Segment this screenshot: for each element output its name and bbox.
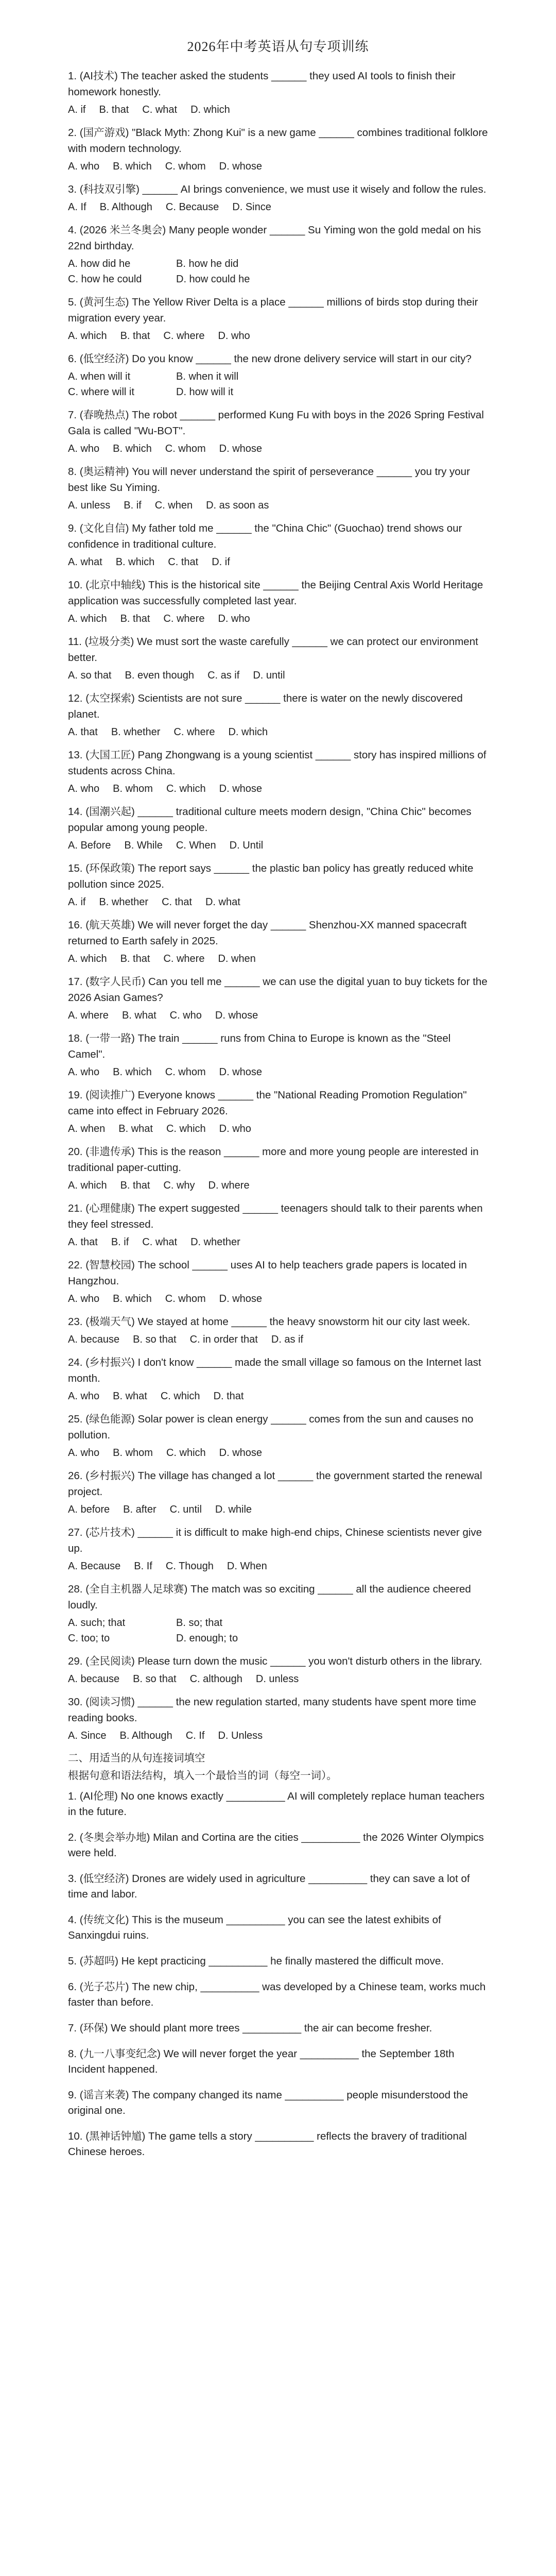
- answer-option: B. even though: [125, 670, 195, 681]
- question-stem: 17. (数字人民币) Can you tell me ______ we can use the digital yuan to buy tickets for the 2026 Asian Games?: [68, 976, 488, 1004]
- answer-option: D. Since: [232, 201, 271, 213]
- answer-option: A. so that: [68, 670, 112, 681]
- answer-option: B. that: [120, 1180, 150, 1191]
- answer-option: D. who: [218, 330, 250, 342]
- answer-option: D. Until: [229, 840, 264, 851]
- answer-option: C. where: [173, 726, 215, 738]
- question-stem: 11. (垃圾分类) We must sort the waste carefully ______ we can protect our environment better.: [68, 636, 478, 664]
- answer-option: D. where: [208, 1180, 250, 1191]
- answer-options: [68, 1291, 488, 1307]
- answer-option: B. when it will: [176, 371, 239, 382]
- answer-options: [68, 781, 488, 796]
- answer-option: C. too; to: [68, 1633, 110, 1644]
- fill-in-question: 7. (环保) We should plant more trees __________ the air can become fresher.: [68, 2022, 432, 2034]
- fill-in-question: 6. (光子芯片) The new chip, __________ was developed by a Chinese team, works much faster than before.: [68, 1981, 486, 2008]
- answer-option: C. until: [169, 1504, 202, 1515]
- answer-option: C. where will it: [68, 386, 134, 398]
- answer-options: [68, 498, 488, 513]
- answer-option: A. Because: [68, 1561, 121, 1572]
- answer-option: D. how could he: [176, 274, 250, 285]
- answer-option: C. which: [166, 1123, 206, 1134]
- answer-option: A. who: [68, 443, 100, 454]
- answer-options: [68, 668, 488, 683]
- answer-option: A. how did he: [68, 258, 131, 269]
- answer-option: B. which: [113, 1293, 152, 1304]
- answer-option: B. after: [123, 1504, 157, 1515]
- answer-option: C. which: [166, 1447, 206, 1459]
- answer-options: [68, 1671, 488, 1687]
- answer-option: D. as soon as: [206, 500, 269, 511]
- answer-option: B. which: [115, 556, 155, 568]
- question-stem: 13. (大国工匠) Pang Zhongwang is a young scientist ______ story has inspired millions of students across China.: [68, 749, 486, 777]
- fill-in-question: 2. (冬奥会举办地) Milan and Cortina are the cities __________ the 2026 Winter Olympics were held.: [68, 1832, 484, 1859]
- answer-option: D. how will it: [176, 386, 234, 398]
- fill-in-question: 10. (黑神话钟馗) The game tells a story __________ reflects the bravery of traditional Chinese heroes.: [68, 2130, 467, 2158]
- answer-options: [68, 328, 488, 344]
- question-stem: 21. (心理健康) The expert suggested ______ teenagers should talk to their parents when they feel stressed.: [68, 1202, 483, 1230]
- answer-option: D. whose: [219, 161, 263, 172]
- answer-option: D. whose: [215, 1010, 258, 1021]
- answer-option: C. If: [185, 1730, 205, 1741]
- answer-option: A. when will it: [68, 371, 131, 382]
- answer-option: C. Because: [165, 201, 219, 213]
- answer-option: A. before: [68, 1504, 110, 1515]
- answer-option: A. which: [68, 330, 107, 342]
- answer-option: D. who: [219, 1123, 251, 1134]
- answer-option: B. which: [113, 1066, 152, 1078]
- answer-option: A. because: [68, 1334, 120, 1345]
- question-stem: 12. (太空探索) Scientists are not sure ______ there is water on the newly discovered planet.: [68, 692, 463, 720]
- answer-option: D. Unless: [218, 1730, 263, 1741]
- answer-option: C. what: [142, 1236, 178, 1248]
- answer-option: B. Although: [119, 1730, 172, 1741]
- answer-option: C. whom: [165, 1066, 206, 1078]
- question-stem: 3. (科技双引擎) ______ AI brings convenience, we must use it wisely and follow the rules.: [68, 183, 486, 195]
- answer-option: C. what: [142, 104, 178, 115]
- answer-option: D. enough; to: [176, 1633, 238, 1644]
- answer-options: [68, 1064, 488, 1080]
- answer-option: A. If: [68, 201, 86, 213]
- answer-option: B. which: [113, 443, 152, 454]
- answer-option: A. if: [68, 896, 86, 908]
- answer-option: B. If: [134, 1561, 152, 1572]
- answer-option: C. that: [162, 896, 192, 908]
- answer-option: D. whose: [219, 783, 263, 794]
- question-list: [68, 68, 488, 2170]
- answer-option: D. while: [215, 1504, 252, 1515]
- answer-option: A. which: [68, 1180, 107, 1191]
- fill-in-question: 1. (AI伦理) No one knows exactly __________ AI will completely replace human teachers in the future.: [68, 1790, 485, 1818]
- answer-option: B. whether: [111, 726, 161, 738]
- answer-options: [68, 1008, 488, 1023]
- answer-option: C. When: [176, 840, 216, 851]
- answer-option: B. While: [124, 840, 163, 851]
- answer-option: B. so; that: [176, 1617, 223, 1629]
- answer-option: A. who: [68, 1391, 100, 1402]
- answer-options: [68, 441, 488, 456]
- answer-option: B. whom: [113, 783, 153, 794]
- answer-option: D. whose: [219, 1293, 263, 1304]
- answer-options: [68, 838, 488, 853]
- question-stem: 14. (国潮兴起) ______ traditional culture meets modern design, "China Chic" becomes popular among young people.: [68, 806, 472, 834]
- answer-option: B. what: [118, 1123, 153, 1134]
- answer-option: D. if: [212, 556, 230, 568]
- answer-option: A. who: [68, 1447, 100, 1459]
- answer-option: D. which: [228, 726, 268, 738]
- answer-option: B. Although: [99, 201, 152, 213]
- question-stem: 5. (黄河生态) The Yellow River Delta is a place ______ millions of birds stop during their migration every year.: [68, 296, 478, 324]
- question-stem: 23. (极端天气) We stayed at home ______ the heavy snowstorm hit our city last week.: [68, 1316, 471, 1328]
- answer-options: [68, 611, 488, 626]
- answer-option: A. because: [68, 1673, 120, 1685]
- question-stem: 19. (阅读推广) Everyone knows ______ the "National Reading Promotion Regulation" came into effect in February 2026.: [68, 1089, 467, 1117]
- question-stem: 7. (春晚热点) The robot ______ performed Kung Fu with boys in the 2026 Spring Festival Gala is called "Wu-BOT".: [68, 409, 484, 437]
- answer-option: D. whether: [190, 1236, 240, 1248]
- fill-in-question: 5. (苏超吗) He kept practicing __________ he finally mastered the difficult move.: [68, 1955, 444, 1967]
- question-stem: 15. (环保政策) The report says ______ the plastic ban policy has greatly reduced white pollution since 2025.: [68, 862, 474, 890]
- answer-option: B. if: [124, 500, 142, 511]
- answer-option: A. that: [68, 1236, 98, 1248]
- answer-option: B. so that: [133, 1673, 177, 1685]
- answer-options: [68, 1388, 488, 1404]
- answer-option: D. whose: [219, 1447, 263, 1459]
- answer-options: [68, 369, 488, 400]
- answer-option: B. how he did: [176, 258, 239, 269]
- answer-options: [68, 1445, 488, 1461]
- question-stem: 29. (全民阅读) Please turn down the music ______ you won't disturb others in the library.: [68, 1655, 482, 1667]
- question-stem: 20. (非遗传承) This is the reason ______ more and more young people are interested in traditional paper-cutting.: [68, 1146, 479, 1174]
- question-stem: 4. (2026 米兰冬奥会) Many people wonder ______ Su Yiming won the gold medal on his 22nd birthday.: [68, 224, 481, 252]
- question-stem: 24. (乡村振兴) I don't know ______ made the small village so famous on the Internet last month.: [68, 1357, 481, 1384]
- answer-options: [68, 1121, 488, 1137]
- question-stem: 28. (全自主机器人足球赛) The match was so exciting ______ all the audience cheered loudly.: [68, 1583, 471, 1611]
- answer-option: B. that: [120, 330, 150, 342]
- answer-option: C. which: [166, 783, 206, 794]
- answer-option: C. Though: [165, 1561, 214, 1572]
- answer-option: A. who: [68, 1066, 100, 1078]
- answer-option: D. when: [218, 953, 256, 964]
- question-stem: 18. (一带一路) The train ______ runs from China to Europe is known as the "Steel Camel".: [68, 1032, 451, 1060]
- answer-options: [68, 894, 488, 910]
- answer-option: D. what: [205, 896, 240, 908]
- answer-option: A. which: [68, 613, 107, 624]
- question-stem: 6. (低空经济) Do you know ______ the new drone delivery service will start in our city?: [68, 353, 472, 365]
- question-stem: 10. (北京中轴线) This is the historical site ______ the Beijing Central Axis World Heritage application was successfully completed last year.: [68, 579, 483, 607]
- answer-option: B. whether: [99, 896, 149, 908]
- answer-options: [68, 951, 488, 967]
- answer-options: [68, 1728, 488, 1743]
- answer-option: D. When: [227, 1561, 267, 1572]
- answer-options: [68, 1502, 488, 1517]
- question-stem: 26. (乡村振兴) The village has changed a lot ______ the government started the renewal project.: [68, 1470, 482, 1498]
- section-instruction: 根据句意和语法结构，填入一个最恰当的词（每空一词）。: [68, 1770, 337, 1782]
- answer-option: C. which: [160, 1391, 200, 1402]
- answer-option: D. who: [218, 613, 250, 624]
- answer-option: C. how he could: [68, 274, 142, 285]
- answer-option: C. when: [154, 500, 193, 511]
- question-stem: 16. (航天英雄) We will never forget the day ______ Shenzhou-XX manned spacecraft returned to Earth safely in 2025.: [68, 919, 467, 947]
- answer-option: C. whom: [165, 1293, 206, 1304]
- answer-option: A. who: [68, 1293, 100, 1304]
- answer-option: A. unless: [68, 500, 111, 511]
- answer-options: [68, 1178, 488, 1193]
- answer-option: C. whom: [165, 443, 206, 454]
- answer-options: [68, 102, 488, 117]
- answer-options: [68, 1615, 488, 1646]
- question-stem: 1. (AI技术) The teacher asked the students ______ they used AI tools to finish their homework honestly.: [68, 70, 456, 98]
- question-stem: 22. (智慧校园) The school ______ uses AI to help teachers grade papers is located in Hangzhou.: [68, 1259, 467, 1287]
- answer-option: A. Since: [68, 1730, 107, 1741]
- question-stem: 27. (芯片技术) ______ it is difficult to make high-end chips, Chinese scientists never give up.: [68, 1527, 482, 1554]
- answer-option: B. so that: [133, 1334, 177, 1345]
- answer-option: A. what: [68, 556, 102, 568]
- question-stem: 30. (阅读习惯) ______ the new regulation started, many students have spent more time reading books.: [68, 1696, 477, 1724]
- answer-option: C. that: [168, 556, 199, 568]
- answer-options: [68, 1234, 488, 1250]
- answer-options: [68, 159, 488, 174]
- answer-option: C. who: [169, 1010, 202, 1021]
- answer-options: [68, 554, 488, 570]
- answer-option: A. that: [68, 726, 98, 738]
- document-title: 2026年中考英语从句专项训练: [187, 39, 369, 54]
- answer-option: C. whom: [165, 161, 206, 172]
- answer-option: B. whom: [113, 1447, 153, 1459]
- answer-option: A. who: [68, 783, 100, 794]
- fill-in-question: 9. (谣言来袭) The company changed its name __________ people misunderstood the original one.: [68, 2089, 468, 2116]
- question-stem: 25. (绿色能源) Solar power is clean energy ______ comes from the sun and causes no pollution.: [68, 1413, 474, 1441]
- answer-options: [68, 199, 488, 215]
- answer-option: D. until: [253, 670, 285, 681]
- answer-option: D. as if: [271, 1334, 304, 1345]
- fill-in-question: 8. (九一八事变纪念) We will never forget the year __________ the September 18th Incident happened.: [68, 2048, 455, 2075]
- answer-options: [68, 724, 488, 740]
- answer-option: B. that: [120, 613, 150, 624]
- fill-in-question: 4. (传统文化) This is the museum __________ you can see the latest exhibits of Sanxingdui ruins.: [68, 1914, 441, 1941]
- answer-options: [68, 1558, 488, 1574]
- answer-option: A. where: [68, 1010, 109, 1021]
- answer-option: C. as if: [207, 670, 240, 681]
- answer-option: D. that: [213, 1391, 244, 1402]
- answer-option: B. if: [111, 1236, 129, 1248]
- answer-option: B. that: [120, 953, 150, 964]
- answer-option: A. which: [68, 953, 107, 964]
- answer-option: D. whose: [219, 1066, 263, 1078]
- answer-option: D. whose: [219, 443, 263, 454]
- answer-options: [68, 1332, 488, 1347]
- answer-option: C. where: [163, 613, 205, 624]
- answer-option: B. that: [99, 104, 129, 115]
- answer-option: A. who: [68, 161, 100, 172]
- answer-option: C. why: [163, 1180, 195, 1191]
- answer-option: C. where: [163, 330, 205, 342]
- question-stem: 2. (国产游戏) "Black Myth: Zhong Kui" is a new game ______ combines traditional folklore with modern technology.: [68, 127, 488, 155]
- answer-option: A. if: [68, 104, 86, 115]
- answer-option: B. what: [121, 1010, 157, 1021]
- answer-option: A. such; that: [68, 1617, 126, 1629]
- answer-option: D. which: [190, 104, 230, 115]
- question-stem: 9. (文化自信) My father told me ______ the "China Chic" (Guochao) trend shows our confidence in traditional culture.: [68, 522, 462, 550]
- fill-in-question: 3. (低空经济) Drones are widely used in agriculture __________ they can save a lot of time and labor.: [68, 1873, 470, 1900]
- answer-option: A. when: [68, 1123, 106, 1134]
- answer-option: C. in order that: [189, 1334, 258, 1345]
- answer-option: C. although: [189, 1673, 242, 1685]
- answer-option: D. unless: [255, 1673, 299, 1685]
- answer-option: A. Before: [68, 840, 111, 851]
- answer-option: B. which: [113, 161, 152, 172]
- answer-options: [68, 256, 488, 287]
- section-heading: 二、用适当的从句连接词填空: [68, 1752, 205, 1764]
- answer-option: B. what: [113, 1391, 147, 1402]
- question-stem: 8. (奥运精神) You will never understand the spirit of perseverance ______ you try your best like Su Yiming.: [68, 466, 470, 494]
- answer-option: C. where: [163, 953, 205, 964]
